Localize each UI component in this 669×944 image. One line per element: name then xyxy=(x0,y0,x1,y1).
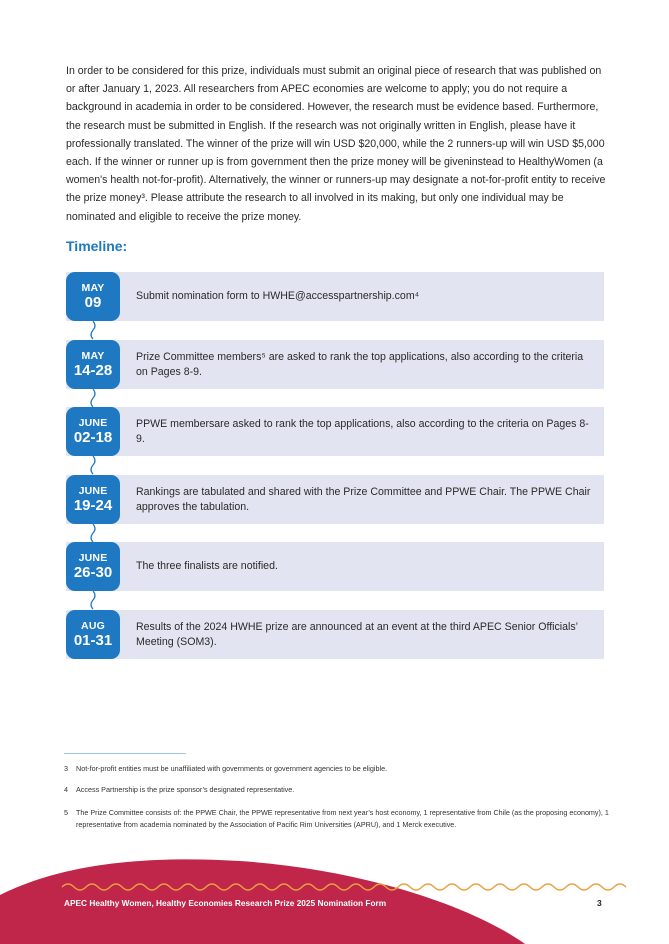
footnote-text: Access Partnership is the prize sponsor’s designated representative. xyxy=(76,785,295,794)
date-badge xyxy=(66,340,120,389)
page-number: 3 xyxy=(597,898,602,908)
timeline-item xyxy=(66,340,604,389)
date-days: 01-31 xyxy=(73,632,113,649)
date-days: 26-30 xyxy=(73,564,113,581)
date-month: MAY xyxy=(81,282,105,294)
timeline-item xyxy=(66,542,604,591)
timeline-item-text: PPWE membersare asked to rank the top applications, also according to the criteria on Pages 8-9. xyxy=(136,418,589,445)
footnote-text: Not-for-profit entities must be unaffiliated with governments or government agencies to be eligible. xyxy=(76,764,388,773)
footnote-divider xyxy=(64,753,186,754)
timeline-item-text: Prize Committee members⁵ are asked to rank the top applications, also according to the criteria on Pages 8-9. xyxy=(136,351,584,378)
intro-paragraph: In order to be considered for this prize, individuals must submit an original piece of research that was published on or after January 1, 2023. All researchers from APEC economies are welcome to apply; you do not require a background in academia in order to be considered. However, the research must be evidence based. Furthermore, the research must be submitted in English. If the research was not originally written in English, please have it professionally translated. The winner of the prize will win USD $20,000, while the 2 runners-up will win USD $5,000 each. If the winner or runner up is from government then the prize money will be giveninstead to HealthyWomen (a women's health not-for-profit). Alternatively, the winner or runners-up may designate a not-for-profit entity to receive the prize money³. Please attribute the research to all involved in its making, but only one individual may be nominated and eligible to receive the prize money. xyxy=(66,65,606,223)
timeline-item-text: Results of the 2024 HWHE prize are announced at an event at the third APEC Senior Officials’ Meeting (SOM3). xyxy=(136,621,578,648)
date-month: JUNE xyxy=(78,552,108,564)
timeline-item-text: Rankings are tabulated and shared with the Prize Committee and PPWE Chair. The PPWE Chair approves the tabulation. xyxy=(136,486,591,513)
timeline-item xyxy=(66,475,604,524)
timeline-item xyxy=(66,272,604,321)
date-month: AUG xyxy=(81,620,105,632)
date-month: JUNE xyxy=(78,485,108,497)
footnote-number: 5 xyxy=(64,808,68,817)
timeline-item-text: The three finalists are notified. xyxy=(136,560,278,573)
date-badge xyxy=(66,475,120,524)
footnote xyxy=(64,784,609,796)
date-month: JUNE xyxy=(78,417,108,429)
timeline-item xyxy=(66,610,604,659)
date-days: 19-24 xyxy=(73,497,113,514)
timeline-item-text: Submit nomination form to HWHE@accesspartnership.com⁴ xyxy=(136,290,420,303)
footer-document-title: APEC Healthy Women, Healthy Economies Research Prize 2025 Nomination Form xyxy=(64,898,387,908)
footnote-text: The Prize Committee consists of: the PPWE Chair, the PPWE representative from next year’s host economy, 1 representative from Chile (as the proposing economy), 1 representative from academia nominated by the Association of Pacific Rim Universities (APRU), and 1 Merck executive. xyxy=(76,808,609,830)
date-badge xyxy=(66,610,120,659)
timeline-item xyxy=(66,407,604,456)
date-badge xyxy=(66,542,120,591)
date-days: 09 xyxy=(84,294,102,311)
date-badge xyxy=(66,272,120,321)
footnote xyxy=(64,763,609,775)
timeline-heading: Timeline: xyxy=(66,238,128,254)
date-badge xyxy=(66,407,120,456)
date-month: MAY xyxy=(81,350,105,362)
footnote-number: 3 xyxy=(64,764,68,773)
date-days: 14-28 xyxy=(73,362,113,379)
date-days: 02-18 xyxy=(73,429,113,446)
footnote-number: 4 xyxy=(64,785,68,794)
footnote xyxy=(64,807,609,831)
